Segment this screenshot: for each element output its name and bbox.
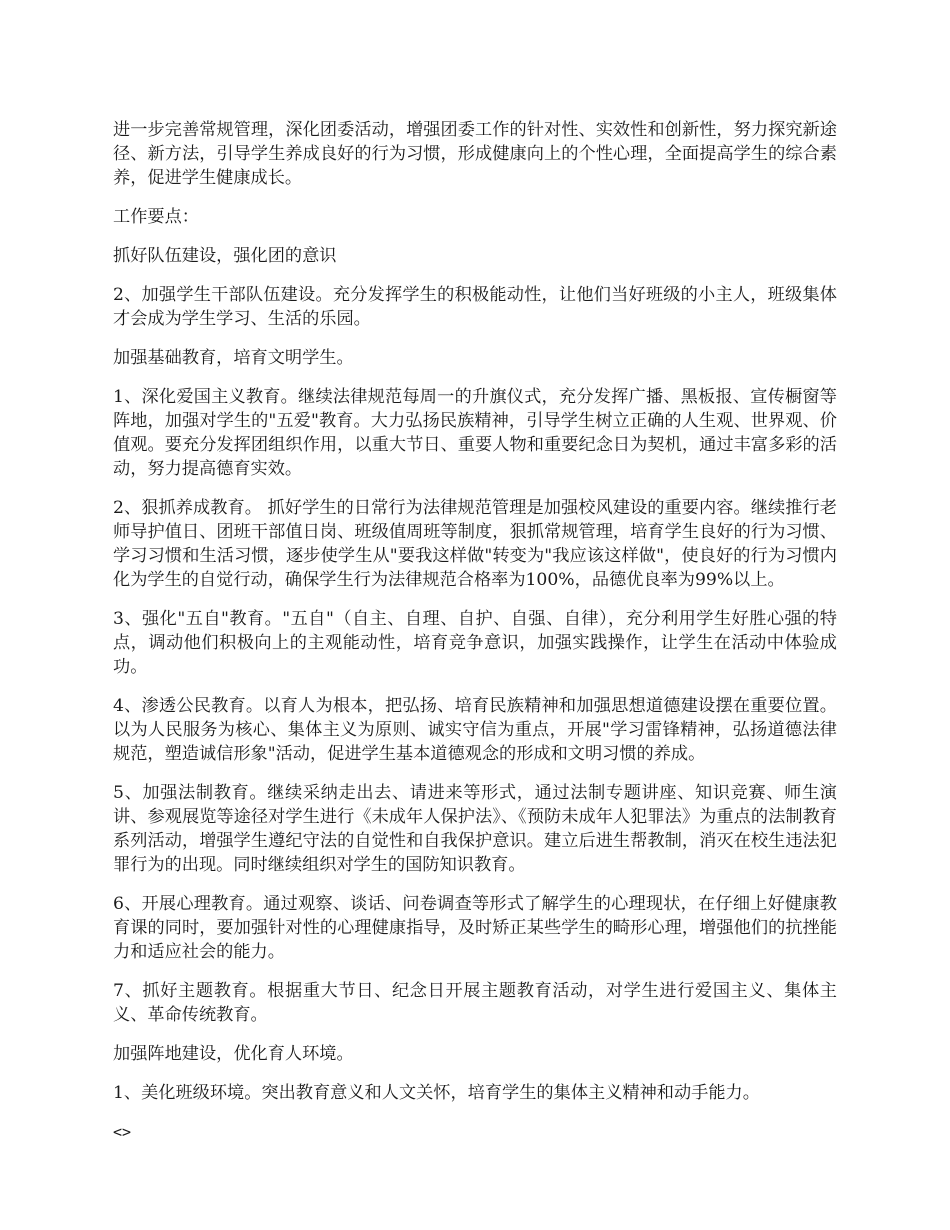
- paragraph-student-cadre: 2、加强学生干部队伍建设。充分发挥学生的积极能动性，让他们当好班级的小主人，班级集体才会成为学生学习、生活的乐园。: [113, 285, 837, 329]
- paragraph-class-environment: 1、美化班级环境。突出教育意义和人文关怀，培育学生的集体主义精神和动手能力。: [113, 1083, 760, 1103]
- end-marker: <>: [113, 1123, 132, 1141]
- paragraph-psychological-education: 6、开展心理教育。通过观察、谈话、问卷调查等形式了解学生的心理现状，在仔细上好健康教育课的同时，要加强针对性的心理健康指导，及时矫正某些学生的畸形心理，增强他们的抗挫能力和适应社会的能力。: [113, 894, 837, 962]
- intro-paragraph: 进一步完善常规管理，深化团委活动，增强团委工作的针对性、实效性和创新性，努力探究新途径、新方法，引导学生养成良好的行为习惯，形成健康向上的个性心理，全面提高学生的综合素养，促进学生健康成长。: [113, 120, 837, 188]
- section-heading-basic-education: 加强基础教育，培育文明学生。: [113, 348, 354, 368]
- section-heading-team-building: 抓好队伍建设，强化团的意识: [113, 246, 337, 266]
- paragraph-theme-education: 7、抓好主题教育。根据重大节日、纪念日开展主题教育活动，对学生进行爱国主义、集体主义、革命传统教育。: [113, 981, 837, 1025]
- paragraph-civic-education: 4、渗透公民教育。以育人为根本，把弘扬、培育民族精神和加强思想道德建设摆在重要位置。以为人民服务为核心、集体主义为原则、诚实守信为重点，开展"学习雷锋精神，弘扬道德法律规范，塑造诚信形象"活动，促进学生基本道德观念的形成和文明习惯的养成。: [113, 696, 837, 764]
- paragraph-habit-education: 2、狠抓养成教育。 抓好学生的日常行为法律规范管理是加强校风建设的重要内容。继续推行老师导护值日、团班干部值日岗、班级值周班等制度，狠抓常规管理，培育学生良好的行为习惯、学习习惯和生活习惯，逐步使学生从"要我这样做"转变为"我应该这样做"，使良好的行为习惯内化为学生的自觉行动，确保学生行为法律规范合格率为100%，品德优良率为99%以上。: [113, 498, 837, 590]
- document-body: [113, 118, 837, 1159]
- section-heading-work-points: 工作要点：: [113, 207, 199, 227]
- paragraph-patriotic-education: 1、深化爱国主义教育。继续法律规范每周一的升旗仪式，充分发挥广播、黑板报、宣传橱窗等阵地，加强对学生的"五爱"教育。大力弘扬民族精神，引导学生树立正确的人生观、世界观、价值观。要充分发挥团组织作用，以重大节日、重要人物和重要纪念日为契机，通过丰富多彩的活动，努力提高德育实效。: [113, 387, 837, 479]
- paragraph-five-self-education: 3、强化"五自"教育。"五自"（自主、自理、自护、自强、自律），充分利用学生好胜心强的特点，调动他们积极向上的主观能动性，培育竞争意识，加强实践操作，让学生在活动中体验成功。: [113, 609, 837, 677]
- section-heading-environment: 加强阵地建设，优化育人环境。: [113, 1044, 354, 1064]
- paragraph-legal-education: 5、加强法制教育。继续采纳走出去、请进来等形式，通过法制专题讲座、知识竞赛、师生演讲、参观展览等途径对学生进行《未成年人保护法》、《预防未成年人犯罪法》为重点的法制教育系列活动，增强学生遵纪守法的自觉性和自我保护意识。建立后进生帮教制，消灭在校生违法犯罪行为的出现。同时继续组织对学生的国防知识教育。: [113, 783, 837, 875]
